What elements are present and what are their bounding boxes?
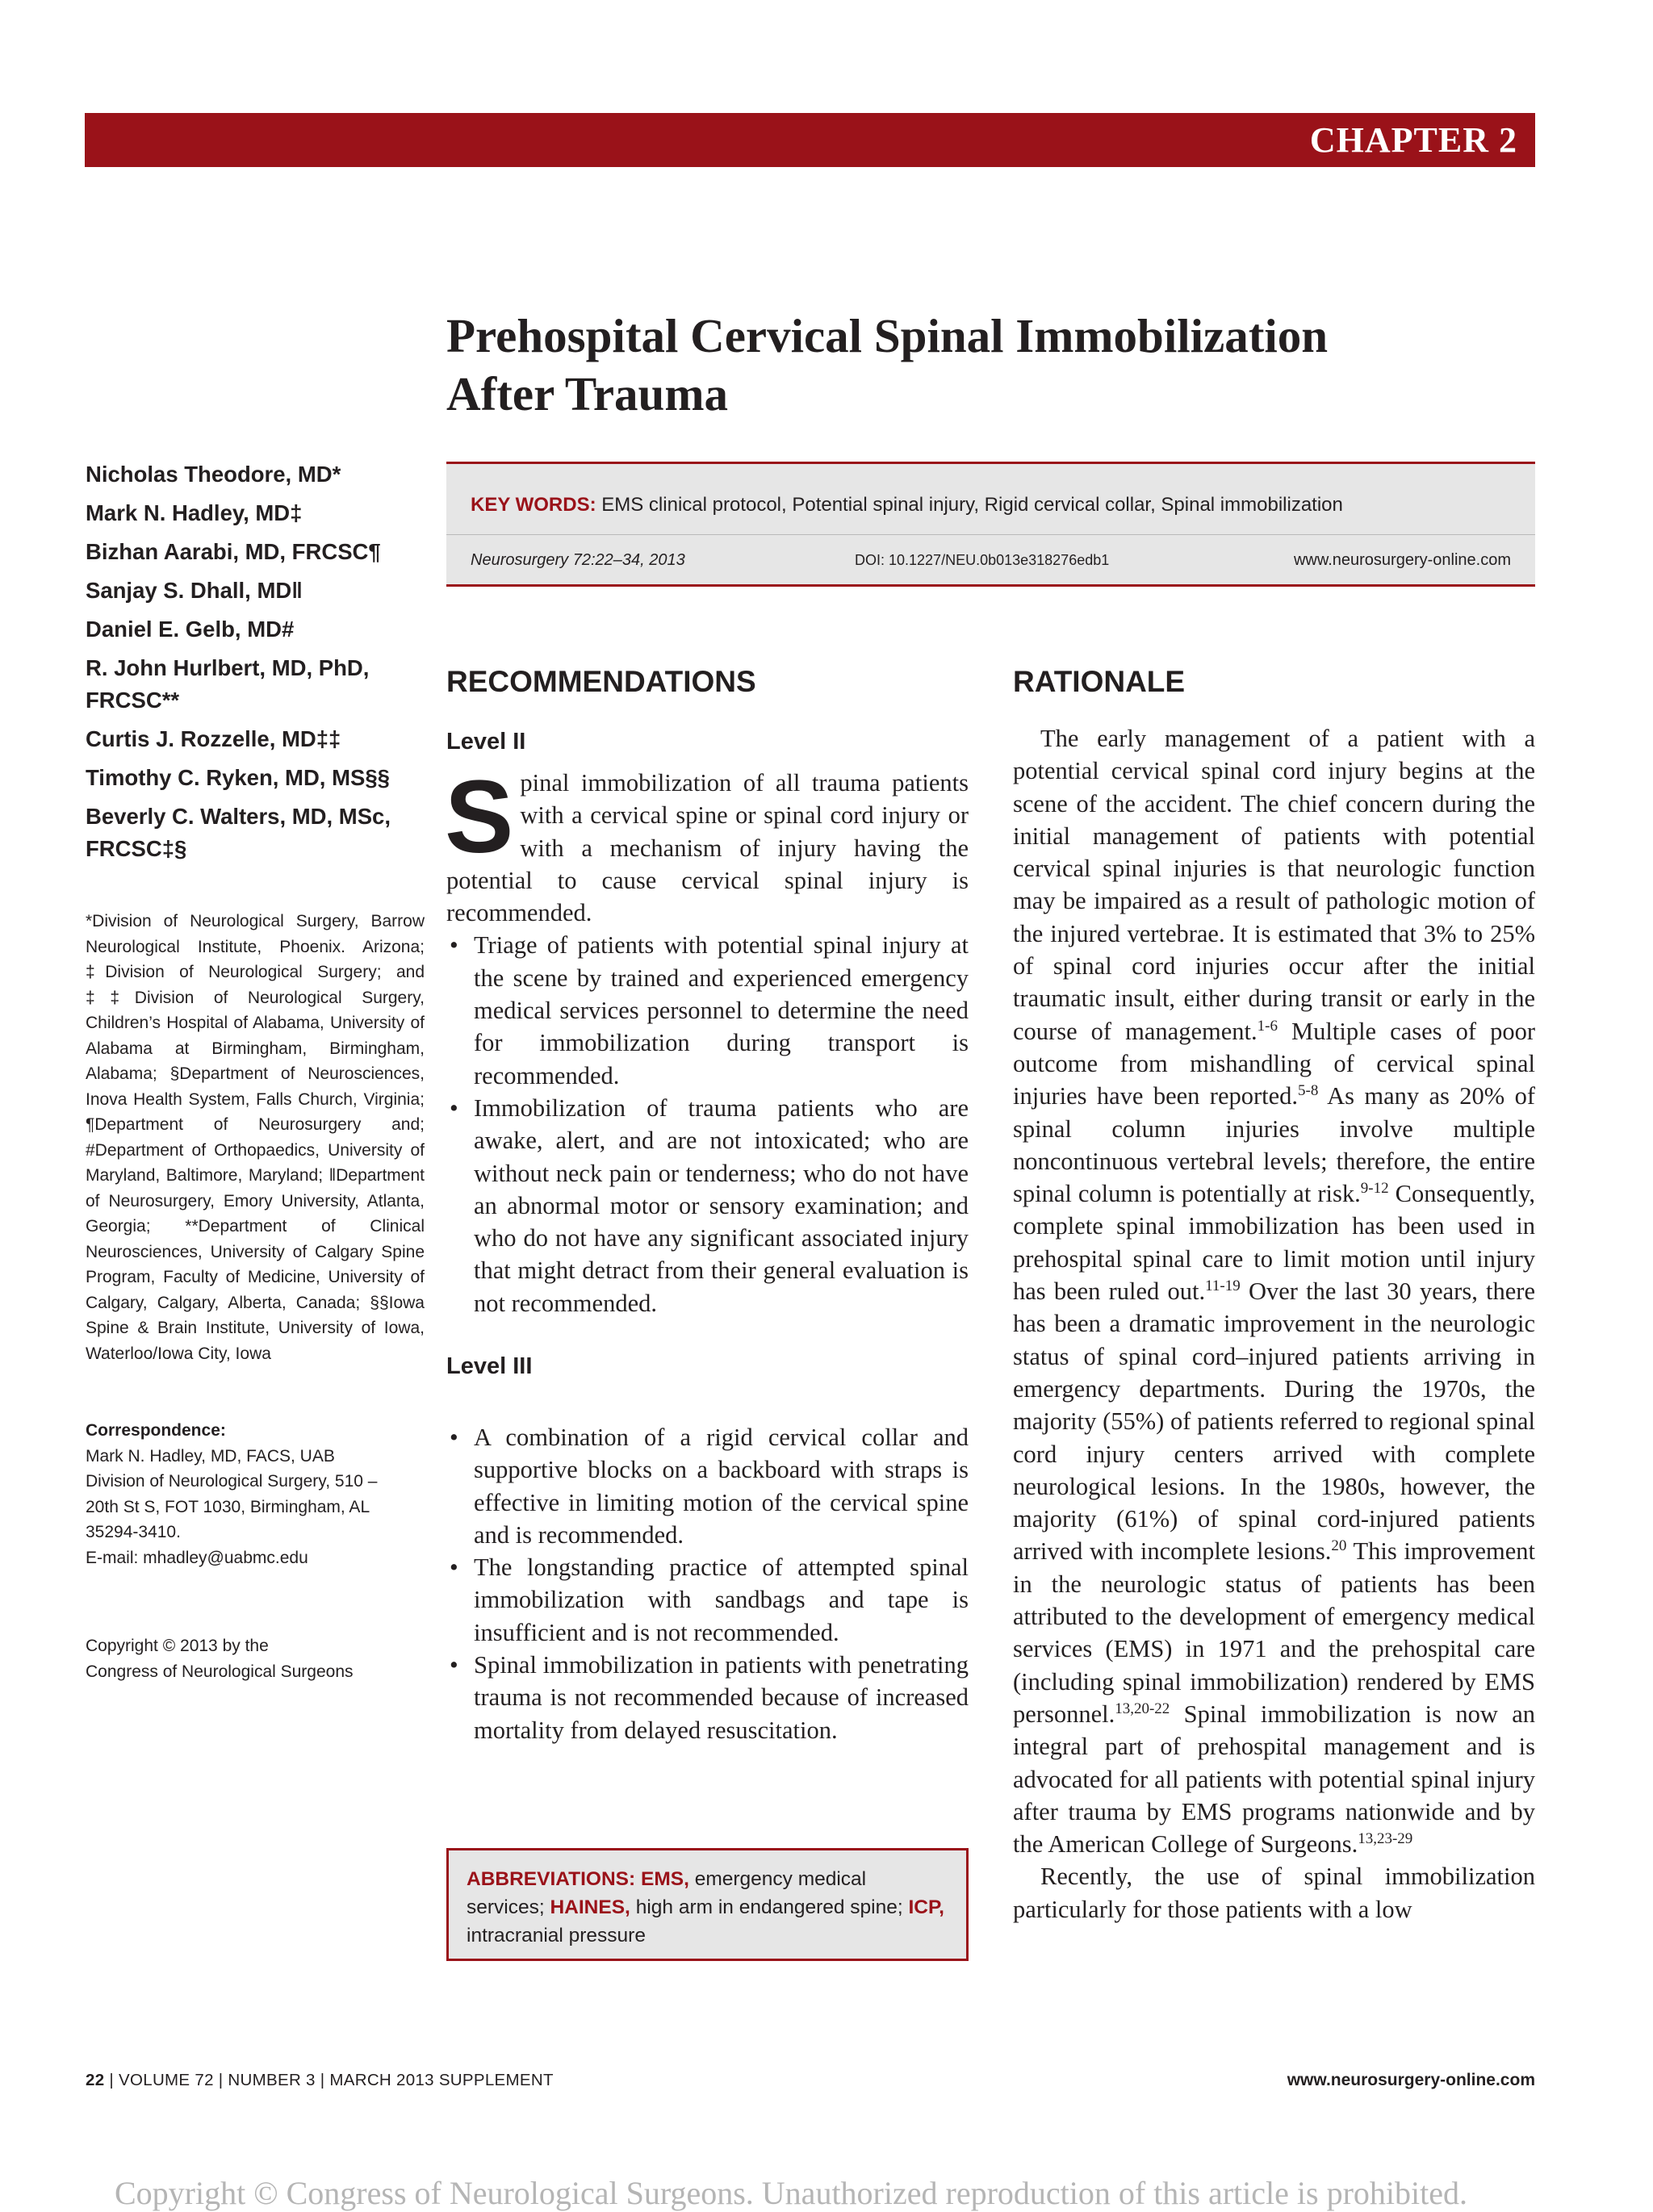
citation-ref: 1-6 bbox=[1257, 1017, 1278, 1035]
paragraph: Recently, the use of spinal immobilization particularly for those patients with a low bbox=[1013, 1863, 1535, 1923]
copyright-line-1: Copyright © 2013 by the bbox=[86, 1637, 269, 1655]
author: Mark N. Hadley, MD‡ bbox=[86, 500, 303, 525]
author: Beverly C. Walters, MD, MSc, FRCSC‡§ bbox=[86, 804, 391, 861]
keywords-line bbox=[471, 493, 1519, 517]
title-line-1: Prehospital Cervical Spinal Immobilization bbox=[446, 309, 1329, 362]
list-item: • Spinal immobilization in patients with penetrating trauma is not recommended because of increased mortality from delayed resuscitation. bbox=[446, 1649, 969, 1746]
keywords-box bbox=[446, 462, 1535, 587]
correspondence-line: Division of Neurological Surgery, 510 – bbox=[86, 1472, 378, 1491]
chapter-banner bbox=[85, 113, 1535, 167]
journal-url: www.neurosurgery-online.com bbox=[1293, 551, 1511, 569]
author: R. John Hurlbert, MD, PhD, FRCSC** bbox=[86, 655, 370, 713]
doi: DOI: 10.1227/NEU.0b013e318276edb1 bbox=[855, 552, 1110, 568]
author-list bbox=[86, 458, 441, 872]
correspondence-heading: Correspondence: bbox=[86, 1421, 226, 1440]
citation-ref: 11-19 bbox=[1205, 1277, 1241, 1294]
drop-cap: S bbox=[445, 759, 514, 875]
footer-url[interactable]: www.neurosurgery-online.com bbox=[1287, 2071, 1535, 2089]
correspondence-email: E-mail: mhadley@uabmc.edu bbox=[86, 1548, 308, 1567]
list-item: • The longstanding practice of attempted spinal immobilization with sandbags and tape is insufficient and is not recommended. bbox=[446, 1551, 969, 1649]
copyright-line-2: Congress of Neurological Surgeons bbox=[86, 1662, 354, 1681]
author: Curtis J. Rozzelle, MD‡‡ bbox=[86, 726, 341, 751]
citation-ref: 13,23-29 bbox=[1358, 1829, 1413, 1847]
text-run: This improvement in the neurologic status of patients has been attributed to the development of emergency medical services (EMS) in 1971 and the prehospital care (including spinal immobilization) rendered by EMS personnel. bbox=[1013, 1537, 1535, 1728]
correspondence-line: 20th St S, FOT 1030, Birmingham, AL bbox=[86, 1497, 370, 1516]
citation-line bbox=[471, 548, 1511, 572]
citation-ref: 13,20-22 bbox=[1115, 1700, 1170, 1717]
citation-ref: 20 bbox=[1331, 1537, 1347, 1555]
correspondence-line: 35294-3410. bbox=[86, 1523, 181, 1541]
author: Bizhan Aarabi, MD, FRCSC¶ bbox=[86, 539, 381, 564]
page-number: 22 bbox=[86, 2071, 105, 2089]
level-iii-heading: Level III bbox=[446, 1353, 533, 1379]
correspondence-line: Mark N. Hadley, MD, FACS, UAB bbox=[86, 1446, 335, 1466]
author: Sanjay S. Dhall, MD‖ bbox=[86, 578, 303, 603]
text-run: Over the last 30 years, there has been a dramatic improvement in the neurologic status of spinal cord–injured patients arriving in emergency departments. During the 1970s, the majority (55%) of patients referred to regional spinal cord injury centers arrived with complete neurological lesions. In the 1980s, however, the majority (61%) of spinal cord-injured patients arrived with incomplete lesions. bbox=[1013, 1277, 1535, 1566]
abbr-haines-text: high arm in endangered spine; bbox=[635, 1896, 903, 1918]
author: Timothy C. Ryken, MD, MS§§ bbox=[86, 765, 390, 790]
author: Daniel E. Gelb, MD# bbox=[86, 617, 295, 642]
chapter-label: CHAPTER 2 bbox=[1309, 120, 1517, 160]
issue-info: | VOLUME 72 | NUMBER 3 | MARCH 2013 SUPPLEMENT bbox=[104, 2071, 554, 2089]
copyright-watermark: Copyright © Congress of Neurological Surgeons. Unauthorized reproduction of this article is prohibited. bbox=[115, 2175, 1467, 2211]
paragraph bbox=[1013, 722, 1535, 1860]
citation-ref: 5-8 bbox=[1298, 1082, 1319, 1100]
level-iii-recommendations bbox=[446, 1421, 969, 1746]
abbr-ems-text: emergency medical services; bbox=[467, 1868, 867, 1918]
keywords-text: EMS clinical protocol, Potential spinal injury, Rigid cervical collar, Spinal immobilization bbox=[601, 494, 1343, 516]
citation-ref: 9-12 bbox=[1360, 1180, 1389, 1197]
recommendations-heading: RECOMMENDATIONS bbox=[446, 665, 756, 698]
article-title bbox=[446, 307, 1496, 423]
affiliations: *Division of Neurological Surgery, Barrow Neurological Institute, Phoenix. Arizona; ‡Division of Neurological Surgery; and ‡‡Division of Neurological Surgery, Children’s Hospital of Alabama, University of Alabama at Birmingham, Birmingham, Alabama; §Department of Neurosciences, Inova Health System, Falls Church, Virginia; ¶Department of Neurosurgery and; #Department of Orthopaedics, University of Maryland, Baltimore, Maryland; ‖Department of Neurosurgery, Emory University, Atlanta, Georgia; **Department of Clinical Neurosciences, University of Calgary Spine Program, Faculty of Medicine, University of Calgary, Calgary, Alberta, Canada; §§Iowa Spine & Brain Institute, University of Iowa, Waterloo/Iowa City, Iowa bbox=[86, 912, 425, 1363]
abbr-ems: EMS, bbox=[640, 1868, 689, 1890]
level-iii-bullets bbox=[446, 1421, 969, 1746]
rationale-heading: RATIONALE bbox=[1013, 665, 1186, 698]
keywords-label: KEY WORDS: bbox=[471, 494, 596, 516]
level-ii-bullets bbox=[446, 929, 969, 1319]
abbr-icp: ICP, bbox=[908, 1896, 944, 1918]
divider bbox=[446, 534, 1535, 535]
title-line-2: After Trauma bbox=[446, 367, 729, 420]
level-ii-intro: pinal immobilization of all trauma patients with a cervical spine or spinal cord injury or with a mechanism of injury having the potential to cause cervical spinal injury is recommended. bbox=[446, 769, 969, 927]
rationale-text bbox=[1013, 722, 1535, 1926]
level-ii-heading: Level II bbox=[446, 729, 526, 755]
text-run: As many as 20% of spinal column injuries involve multiple noncontinuous vertebral levels; therefore, the entire spinal column is potentially at risk. bbox=[1013, 1082, 1536, 1208]
correspondence bbox=[86, 1418, 441, 1570]
text-run: Consequently, complete spinal immobilization has been used in prehospital spinal care to limit motion until injury has been ruled out. bbox=[1013, 1180, 1536, 1306]
text-run: Spinal immobilization is now an integral part of prehospital management and is advocated for all patients with potential spinal injury after trauma by EMS programs nationwide and by the American College of Surgeons. bbox=[1013, 1700, 1535, 1859]
text-run: Multiple cases of poor outcome from mishandling of cervical spinal injuries have been reported. bbox=[1013, 1017, 1535, 1110]
journal-reference: Neurosurgery 72:22–34, 2013 bbox=[471, 551, 685, 569]
list-item: • A combination of a rigid cervical collar and supportive blocks on a backboard with straps is effective in limiting motion of the cervical spine and is recommended. bbox=[446, 1421, 969, 1551]
list-item: • Triage of patients with potential spinal injury at the scene by trained and experienced emergency medical services personnel to determine the need for immobilization during transport is recommended. bbox=[446, 929, 969, 1091]
level-ii-recommendations bbox=[445, 759, 969, 1319]
text-run: The early management of a patient with a potential cervical spinal cord injury begins at the scene of the accident. The chief concern during the initial management of patients with potential cervical spinal injuries is that neurologic function may be impaired as a result of pathologic motion of the injured vertebrae. It is estimated that 3% to 25% of spinal cord injuries occur after the initial traumatic insult, either during transit or early in the course of management. bbox=[1013, 725, 1535, 1045]
author: Nicholas Theodore, MD* bbox=[86, 462, 341, 487]
abbreviations-box bbox=[446, 1848, 969, 1961]
abbr-icp-text: intracranial pressure bbox=[467, 1925, 646, 1946]
copyright-notice bbox=[86, 1633, 441, 1684]
abbr-haines: HAINES, bbox=[550, 1896, 630, 1918]
abbreviations-label: ABBREVIATIONS: bbox=[467, 1868, 636, 1890]
page-footer-left bbox=[86, 2071, 554, 2090]
list-item: • Immobilization of trauma patients who are awake, alert, and are not intoxicated; who are without neck pain or tenderness; who do not have an abnormal motor or sensory examination; and who do not have any significant associated injury that might detract from their general evaluation is not recommended. bbox=[446, 1092, 969, 1319]
